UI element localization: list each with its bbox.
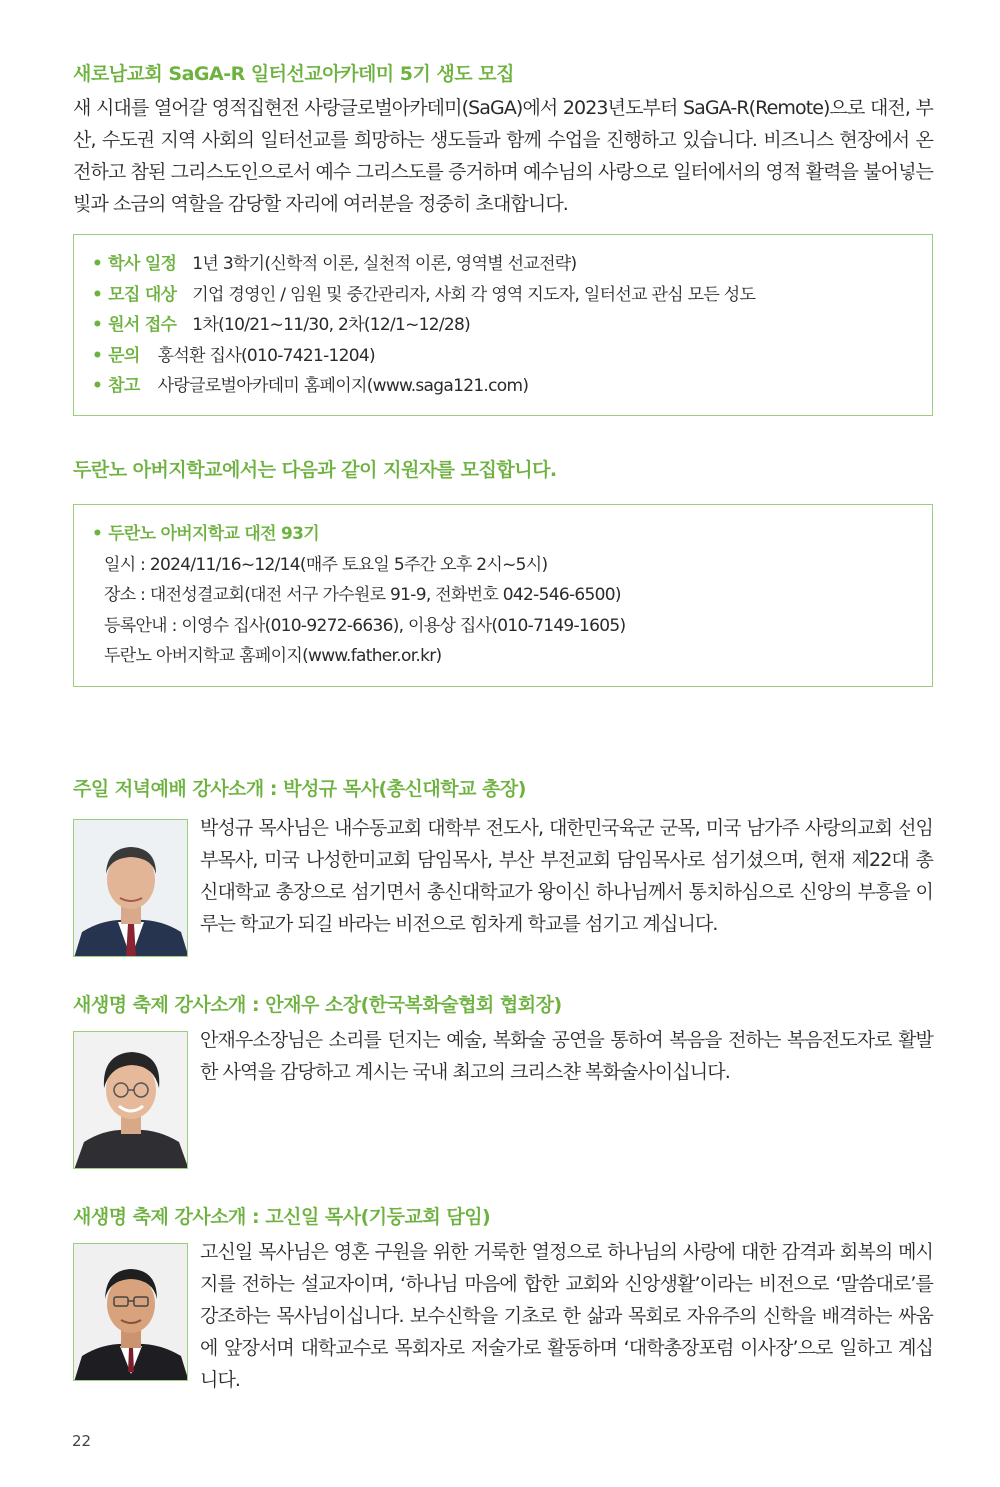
saga-row: • 모집 대상 기업 경영인 / 임원 및 중간관리자, 사회 각 영역 지도자, 일터선교 관심 모든 성도 [92,284,756,305]
page-number: 22 [72,1432,92,1450]
speaker-card [73,1243,933,1396]
speaker-photo [73,819,188,957]
speaker-photo [73,1243,188,1381]
saga-row: • 원서 접수 1차(10/21~11/30, 2차(12/1~12/28) [92,315,471,335]
speaker-title: 주일 저녁예배 강사소개 : 박성규 목사(총신대학교 총장) [73,778,526,800]
speaker-title: 새생명 축제 강사소개 : 고신일 목사(기둥교회 담임) [73,1206,491,1228]
speaker-card [73,819,933,957]
speaker-bio: 안재우소장님은 소리를 던지는 예술, 복화술 공연을 통하여 복음을 전하는 복음전도자로 활발한 사역을 감당하고 계시는 국내 최고의 크리스챤 복화술사이십니다. [200,1029,933,1083]
speaker-bio: 박성규 목사님은 내수동교회 대학부 전도사, 대한민국육군 군목, 미국 남가주 사랑의교회 선임 부목사, 미국 나성한미교회 담임목사, 부산 부전교회 담임목사로 섬기셨으며, 현재 제22대 총신대학교 총장으로 섬기면서 총신대학교가 왕이신 하나님께서 통치하심으로 신앙의 부흥을 이루는 학교가 되길 바라는 비전으로 힘차게 학교를 섬기고 계십니다. [200,817,933,935]
saga-row: • 문의 홍석환 집사(010-7421-1204) [92,345,375,366]
saga-intro: 새 시대를 열어갈 영적집현전 사랑글로벌아카데미(SaGA)에서 2023년도부터 SaGA-R(Remote)으로 대전, 부산, 수도권 지역 사회의 일터선교를 희망하는 생도들과 함께 수업을 진행하고 있습니다. 비즈니스 현장에서 온전하고 참된 그리스도인으로서 예수 그리스도를 증거하며 예수님의 사랑으로 일터에서의 영적 활력을 불어넣는 빛과 소금의 역할을 감당할 자리에 여러분을 정중히 초대합니다. [73,97,933,215]
page-content [73,60,933,1396]
father-line: 두란노 아버지학교 홈페이지(www.father.or.kr) [104,646,442,666]
saga-info-box [73,234,933,416]
saga-row: • 참고 사랑글로벌아카데미 홈페이지(www.saga121.com) [92,376,529,396]
speaker-title: 새생명 축제 강사소개 : 안재우 소장(한국복화술협회 협회장) [73,994,562,1016]
speaker-card [73,1031,933,1169]
father-title: 두란노 아버지학교에서는 다음과 같이 지원자를 모집합니다. [73,459,557,481]
father-line: 등록안내 : 이영수 집사(010-9272-6636), 이용상 집사(010-7149-1605) [104,615,626,636]
saga-title: 새로남교회 SaGA-R 일터선교아카데미 5기 생도 모집 [73,63,514,85]
father-line: 장소 : 대전성결교회(대전 서구 가수원로 91-9, 전화번호 042-546-6500) [104,585,621,605]
father-info-box: • 두란노 아버지학교 대전 93기 일시 : 2024/11/16~12/14(매주 토요일 5주간 오후 2시~5시) 장소 : 대전성결교회(대전 서구 가수원로 91-9, 전화번호 042-546-6500) 등록안내 : 이영수 집사(010-9272-6636), 이용상 집사(010-7149-1605) 두란노 아버지학교 홈페이지(www.father.or.kr) [73,504,933,687]
saga-row: • 학사 일정 1년 3학기(신학적 이론, 실천적 이론, 영역별 선교전략) [92,254,577,274]
father-box-title: 두란노 아버지학교 대전 93기 [108,524,320,544]
father-line: 일시 : 2024/11/16~12/14(매주 토요일 5주간 오후 2시~5시) [104,554,548,575]
speaker-photo [73,1031,188,1169]
speaker-bio: 고신일 목사님은 영혼 구원을 위한 거룩한 열정으로 하나님의 사랑에 대한 감격과 회복의 메시지를 전하는 설교자이며, ‘하나님 마음에 합한 교회와 신앙생활’이라는 비전으로 ‘말씀대로’를 강조하는 목사님이십니다. 보수신학을 기초로 한 삶과 목회로 자유주의 신학을 배격하는 싸움에 앞장서며 대학교수로 목회자로 저술가로 활동하며 ‘대학총장포럼 이사장’으로 일하고 계십니다. [200,1241,933,1391]
